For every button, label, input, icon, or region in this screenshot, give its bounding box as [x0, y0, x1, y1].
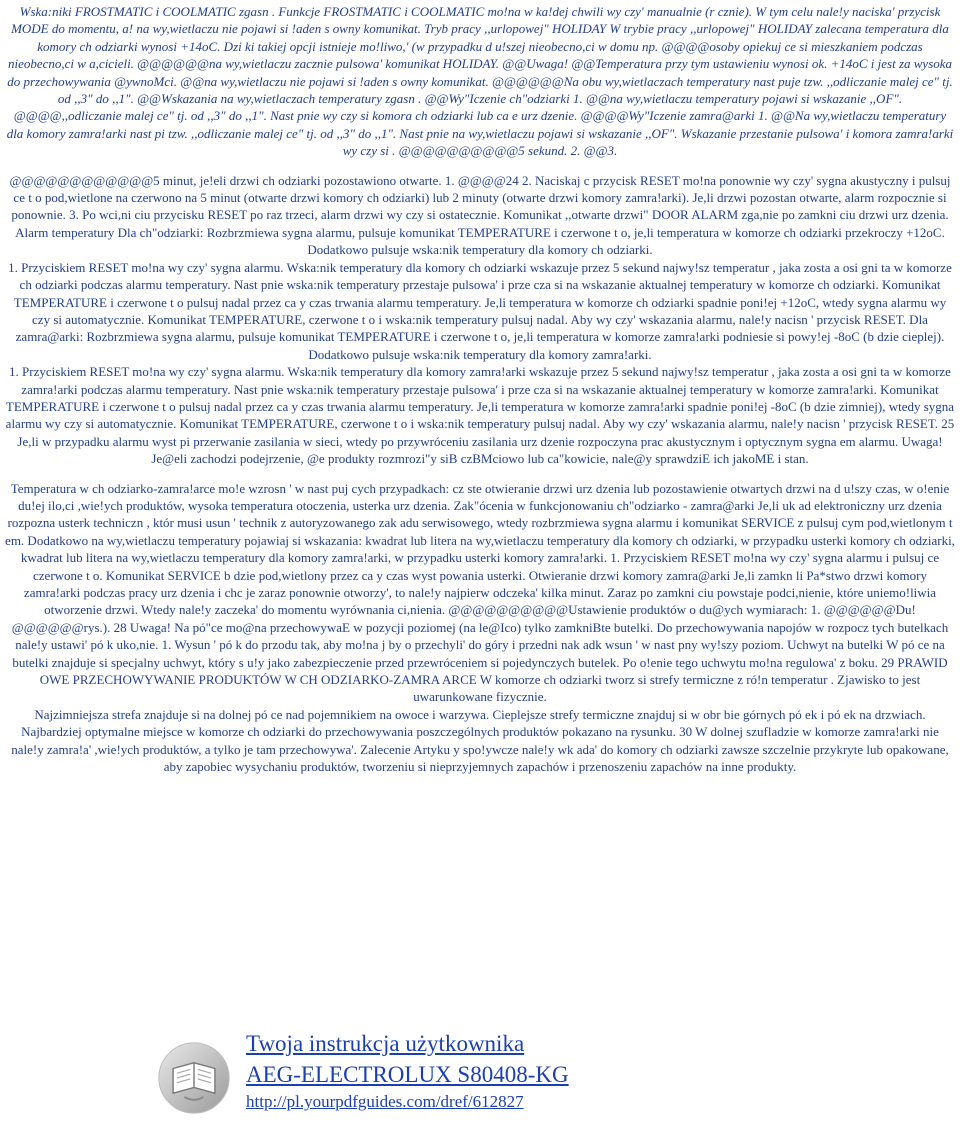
paragraph-holiday-mode: Wska:niki FROSTMATIC i COOLMATIC zgasn . Funkcje FROSTMATIC i COOLMATIC mo!na w ka!dej chwili wy czy' manualnie (r cznie). W tym celu nale!y naciska' przycisk MODE do momentu, a! na wy,wietlaczu nie pojawi si !aden s owny komunikat. Tryb pracy ,,urlopowej" HOLIDAY W trybie pracy ,,urlopowej" HOLIDAY zalecana temperatura dla komory ch odziarki wynosi +14oC. Dzi ki takiej opcji istnieje mo!liwo,' (w przypadku d u!szej nieobecno,ci w domu np. @@@@osoby opiekuj ce si mieszkaniem podczas nieobecno,ci w a,cicieli. @@@@@@na wy,wietlaczu zacznie pulsowa' komunikat HOLIDAY. @@Uwaga! @@Temperatura przy tym ustawieniu wynosi ok. +14oC i jest za wysoka do przechowywania @ywnoMci. @@na wy,wietlaczu nie pojawi si !aden s owny komunikat. @@@@@@Na obu wy,wietlaczach temperatury nast puje tzw. ,,odliczanie malej ce" tj. od ,,3" do ,,1". @@Wskazania na wy,wietlaczach temperatury zgasn . @@Wy"Iczenie ch"odziarki 1. @@na wy,wietlaczu temperatury pojawi si wskazanie ,,OF". @@@@,,odliczanie malej ce" tj. od ,,3" do ,,1". Nast pnie wy czy si komora ch odziarki lub ca e urz dzenie. @@@@Wy"Iczenie zamra@arki 1. @@Na wy,wietlaczu temperatury dla komory zamra!arki nast pi tzw. ,,odliczanie malej ce" tj. od ,,3" do ,,1". Nast pnie na wy,wietlaczu pojawi si wskazanie ,,OF". Wskazanie przestanie pulsowa' i komora zamra!arki wy czy si . @@@@@@@@@@5 sekund. 2. @@3.	[6, 4, 954, 159]
paragraph-fridge-temp-alarm: 1. Przyciskiem RESET mo!na wy czy' sygna alarmu. Wska:nik temperatury dla komory ch odziarki wskazuje przez 5 sekund najwy!sz temperatur , jaka zosta a osi gni ta w komorze ch odziarki podczas alarmu temperatury. Nast pnie wska:nik temperatury przestaje pulsowa' i prze cza si na wskazanie aktualnej temperatury w komorze ch odziarki. Komunikat TEMPERATURE i czerwone t o pulsuj nadal przez ca y czas trwania alarmu temperatury. Je,li temperatura w komorze ch odziarki spadnie poni!ej +12oC, wtedy sygna alarmu wy czy si automatycznie. Komunikat TEMPERATURE, czerwone t o i wska:nik temperatury pulsuj nadal. Aby wy czy' wskazania alarmu, nale!y nacisn ' przycisk RESET. Dla zamra@arki: Rozbrzmiewa sygna alarmu, pulsuje komunikat TEMPERATURE i czerwone t o, je,li temperatura w komorze zamra!arki podniesie si powy!ej -8oC (b dzie cieplej). Dodatkowo pulsuje wska:nik temperatury dla komory zamra!arki.	[8, 259, 952, 362]
paragraph-service-storage: Temperatura w ch odziarko-zamra!arce mo!e wzrosn ' w nast puj cych przypadkach: cz ste otwieranie drzwi urz dzenia lub pozostawienie otwartych drzwi na d u!szy czas, w o!enie du!ej ilo,ci ,wie!ych produktów, wysoka temperatura otoczenia, usterka urz dzenia. Zak"ócenia w funkcjonowaniu ch"odziarko - zamra@arki Je,li uk ad elektroniczny urz dzenia rozpozna usterk techniczn , któr musi usun ' technik z autoryzowanego zak adu serwisowego, wtedy rozbrzmiewa sygna alarmu i komunikat SERVICE z pulsuj cym pod,wietlonym t em. Dodatkowo na wy,wietlaczu temperatury pojawiaj si wskazania: kwadrat lub litera na wy,wietlaczu temperatury dla komory ch odziarki, w przypadku usterki komory ch odziarki, kwadrat lub litera na wy,wietlaczu temperatury dla komory zamra!arki, w przypadku usterki komory zamra!arki. 1. Przyciskiem RESET mo!na wy czy' sygna alarmu i pulsuj ce czerwone t o. Komunikat SERVICE b dzie pod,wietlony przez ca y czas wyst powania usterki. Otwieranie drzwi komory zamra@arki Je,li zamkn li Pa*stwo drzwi komory zamra!arki podczas pracy urz dzenia i chc je zaraz ponownie otworzy', to nale!y najpierw odczeka' kilka minut. Zaraz po zamkni ciu powstaje podci,nienie, które uniemo!liwia otworzenie drzwi. Wtedy nale!y zaczeka' do momentu wyrównania ci,nienia. @@@@@@@@@@Ustawienie produktów o du@ych wymiarach: 1. @@@@@@Du! @@@@@@rys.). 28 Uwaga! Na pó"ce mo@na przechowywaE w pozycji poziomej (na le@Ico) tylko zamkniBte butelki. Do przechowywania napojów w rozpocz tych butelkach nale!y ustawi' pó k uko,nie. 1. Wysun ' pó k do przodu tak, aby mo!na j by o przechyli' do góry i przedni nak adk wsun ' w nast pny wy!szy poziom. Uchwyt na butelki W pó ce na butelki znajduje si specjalny uchwyt, który s u!y jako zabezpieczenie przed przewróceniem si pojedynczych butelek. Po o!enie tego uchwytu mo!na regulowa' z boku. 29 PRAWID OWE PRZECHOWYWANIE PRODUKTÓW W CH ODZIARKO-ZAMRA ARCE W komorze ch odziarki tworz si strefy termiczne z ró!n temperatur . Zjawisko to jest uwarunkowane fizycznie.	[5, 480, 955, 705]
spacer	[4, 468, 956, 480]
spacer	[4, 160, 956, 172]
paragraph-freezer-temp-alarm: 1. Przyciskiem RESET mo!na wy czy' sygna alarmu. Wska:nik temperatury dla komory zamra!arki wskazuje przez 5 sekund najwy!sz temperatur , jaka zosta a osi gni ta w komorze zamra!arki podczas alarmu temperatury. Nast pnie wska:nik temperatury przestaje pulsowa' i prze cza si na wskazanie aktualnej temperatury w komorze zamra!arki. Komunikat TEMPERATURE i czerwone t o pulsuj nadal przez ca y czas trwania alarmu temperatury. Je,li temperatura w komorze zamra!arki spadnie poni!ej -8oC (b dzie zimniej), wtedy sygna alarmu wy czy si automatycznie. Komunikat TEMPERATURE, czerwone t o i wska:nik temperatury pulsuj nadal. Aby wy czy' wskazania alarmu, nale!y nacisn ' przycisk RESET. 25 Je,li w przypadku alarmu wyst pi przerwanie zasilania w sieci, wtedy po przywróceniu zasilania urz dzenie rozpoczyna prac akustycznym i optycznym sygna em alarmu. Uwaga! Je@eli zachodzi podejrzenie, @e produkty rozmrozi"y siB czBMciowo lub ca"kowicie, nale@y sprawdziE ich jakoME i stan.	[5, 364, 955, 467]
book-logo-icon	[156, 1040, 232, 1116]
paragraph-temperature-zones: Najzimniejsza strefa znajduje si na dolnej pó ce nad pojemnikiem na owoce i warzywa. Cieplejsze strefy termiczne znajduj si w obr bie górnych pó ek i pó ek na drzwiach. Najbardziej optymalne miejsce w komorze ch odziarki do przechowywania poszczególnych produktów pokazano na rysunku. 30 W dolnej szufladzie w komorze zamra!arki nie nale!y zamra!a' ,wie!ych produktów, a tylko je tam przechowywa'. Zalecenie Artyku y spo!ywcze nale!y wk ada' do komory ch odziarki zawsze szczelnie przykryte lub opakowane, aby zapobiec wysychaniu produktów, tworzeniu si nieprzyjemnych zapachów i przenoszeniu zapachów na inne produkty.	[11, 706, 949, 775]
footer-model-link[interactable]: AEG-ELECTROLUX S80408-KG	[246, 1062, 569, 1087]
footer-banner	[156, 1028, 756, 1128]
footer-text-block	[246, 1028, 569, 1114]
paragraph-door-alarm: @@@@@@@@@@@@5 minut, je!eli drzwi ch odziarki pozostawiono otwarte. 1. @@@@24 2. Naciskaj c przycisk RESET mo!na ponownie wy czy' sygna akustyczny i pulsuj ce t o pod,wietlone na czerwono na 5 minut (otwarte drzwi komory ch odziarki) lub 2 minuty (otwarte drzwi komory zamra!arki). Je,li drzwi pozostan otwarte, alarm rozpocznie si ponownie. 3. Po wci,ni ciu przycisku RESET po raz trzeci, alarm drzwi wy czy si ostatecznie. Komunikat ,,otwarte drzwi" DOOR ALARM zga,nie po zamkni ciu drzwi urz dzenia. Alarm temperatury Dla ch"odziarki: Rozbrzmiewa sygna alarmu, pulsuje komunikat TEMPERATURE i czerwone t o, je,li temperatura w komorze ch odziarki przekroczy +12oC. Dodatkowo pulsuje wska:nik temperatury dla komory ch odziarki.	[9, 172, 951, 258]
footer-url-link[interactable]: http://pl.yourpdfguides.com/dref/612827	[246, 1092, 524, 1111]
footer-title-link[interactable]: Twoja instrukcja użytkownika	[246, 1031, 525, 1056]
